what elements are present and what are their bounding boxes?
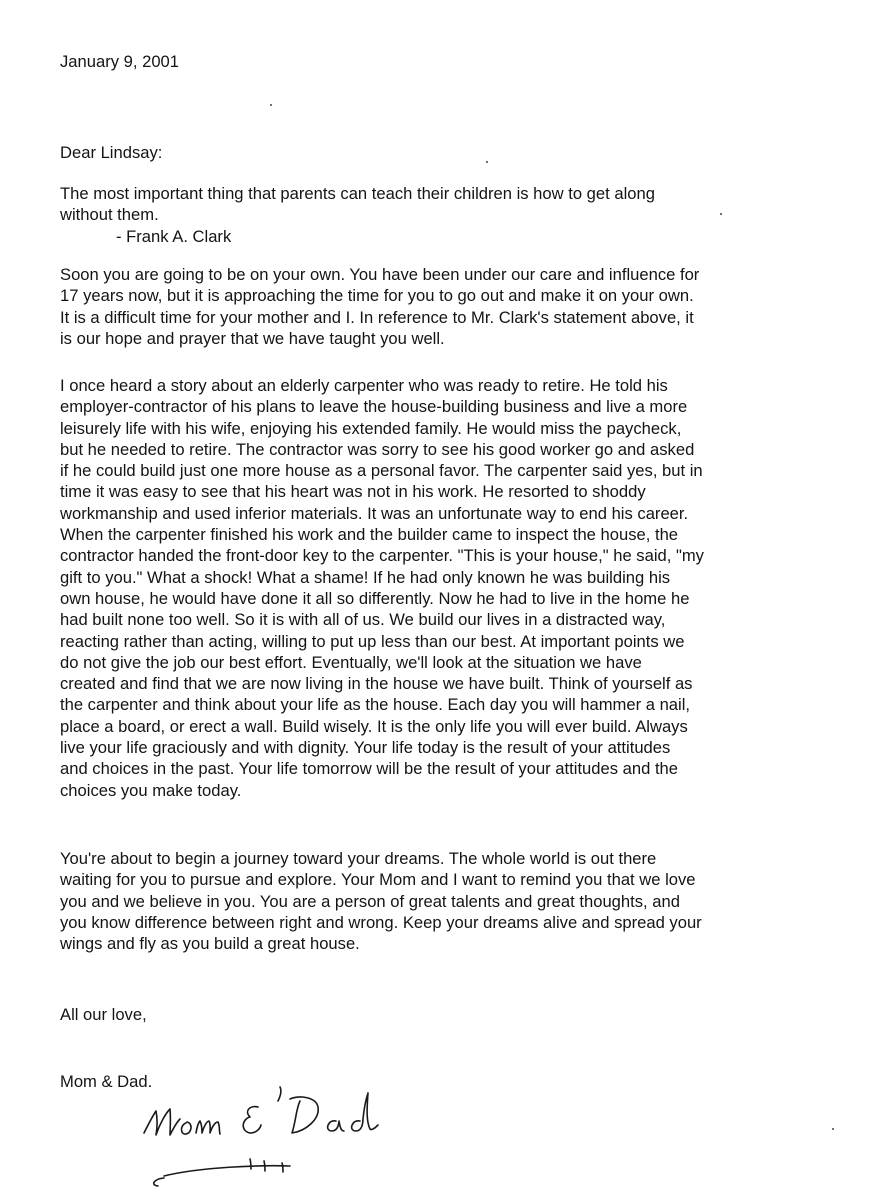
paragraph-line: You're about to begin a journey toward your dreams. The whole world is out there [60, 849, 657, 868]
paragraph-line: if he could build just one more house as a personal favor. The carpenter said yes, but in [60, 461, 703, 481]
paragraph-line: own house, he would have done it all so differently. Now he had to live in the home he [60, 588, 690, 608]
paragraph-line: choices you make today. [60, 780, 242, 800]
scan-speck [832, 1128, 834, 1130]
paragraph-line: employer-contractor of his plans to leave the house-building business and live a more [60, 397, 688, 417]
closing-phrase: All our love, [60, 1005, 147, 1024]
paragraph-line: I once heard a story about an elderly carpenter who was ready to retire. He told his [60, 376, 668, 395]
scan-speck [270, 104, 272, 106]
opening-quote [60, 183, 840, 226]
quote-line: without them. [60, 205, 159, 225]
paragraph-line: workmanship and used inferior materials. It was an unfortunate way to end his career. [60, 503, 689, 523]
paragraph-line: live your life graciously and with dignity. Your life today is the result of your attitudes [60, 738, 671, 758]
paragraph-line: contractor handed the front-door key to the carpenter. "This is your house," he said, "my [60, 546, 704, 566]
paragraph-line: you and we believe in you. You are a person of great talents and great thoughts, and [60, 891, 680, 911]
handwritten-signature [140, 1075, 400, 1190]
paragraph-line: leisurely life with his wife, enjoying his extended family. He would miss the paycheck, [60, 418, 682, 438]
paragraph-line: do not give the job our best effort. Eventually, we'll look at the situation we have [60, 652, 642, 672]
paragraph-line: waiting for you to pursue and explore. Your Mom and I want to remind you that we love [60, 870, 696, 890]
scan-speck [486, 161, 488, 163]
paragraph-line: the carpenter and think about your life as the house. Each day you will hammer a nail, [60, 695, 691, 715]
paragraph-line: gift to you." What a shock! What a shame! If he had only known he was building his [60, 567, 671, 587]
paragraph-line: 17 years now, but it is approaching the time for you to go out and make it on your own. [60, 286, 694, 306]
paragraph-line: reacting rather than acting, willing to put up less than our best. At important points we [60, 631, 685, 651]
letter-date: January 9, 2001 [60, 52, 180, 71]
paragraph-line: Soon you are going to be on your own. You have been under our care and influence for [60, 265, 700, 284]
paragraph-line: and choices in the past. Your life tomorrow will be the result of your attitudes and the [60, 759, 679, 779]
paragraph-line: you know difference between right and wrong. Keep your dreams alive and spread your [60, 912, 702, 932]
paragraph-line: place a board, or erect a wall. Build wisely. It is the only life you will ever build. Always [60, 716, 688, 736]
paragraph-line: time it was easy to see that his heart was not in his work. He resorted to shoddy [60, 482, 646, 502]
paragraph-intro [60, 264, 860, 349]
salutation: Dear Lindsay: [60, 143, 163, 162]
paragraph-closing-message [60, 848, 860, 954]
scan-speck [720, 213, 722, 215]
quote-attribution: - Frank A. Clark [116, 227, 232, 246]
paragraph-line: It is a difficult time for your mother and I. In reference to Mr. Clark's statement above, it [60, 307, 694, 327]
paragraph-line: wings and fly as you build a great house. [60, 934, 360, 954]
paragraph-line: had built none too well. So it is with all of us. We build our lives in a distracted way, [60, 610, 666, 630]
quote-line: The most important thing that parents can teach their children is how to get along [60, 184, 655, 203]
paragraph-line: but he needed to retire. The contractor was sorry to see his good worker go and asked [60, 439, 695, 459]
paragraph-line: When the carpenter finished his work and the builder came to inspect the house, the [60, 525, 679, 545]
paragraph-line: created and find that we are now living in the house we have built. Think of yourself as [60, 674, 693, 694]
paragraph-line: is our hope and prayer that we have taught you well. [60, 328, 445, 348]
signoff-name: Mom & Dad. [60, 1072, 153, 1091]
paragraph-carpenter-story [60, 375, 860, 801]
